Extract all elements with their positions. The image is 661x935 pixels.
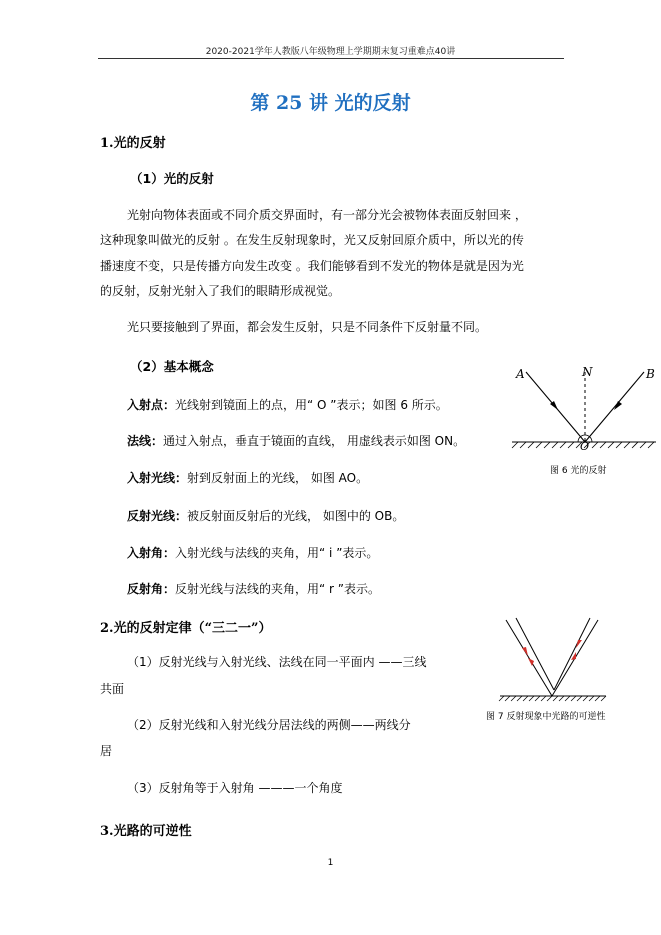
figure-6-reflection-diagram xyxy=(506,360,658,450)
paragraph-line: 光只要接触到了界面，都会发生反射，只是不同条件下反射量不同。 xyxy=(127,320,488,334)
subheading-concepts: （2）基本概念 xyxy=(130,359,214,374)
term-normal: 法线：通过入射点，垂直于镜面的直线， 用虚线表示如图 ON。 xyxy=(127,434,466,448)
term-incidence-angle: 入射角：入射光线与法线的夹角，用“ i ”表示。 xyxy=(127,546,379,560)
mirror-hatching xyxy=(499,696,606,701)
figure-7-reversibility-diagram xyxy=(496,614,608,704)
law-line: （1）反射光线与入射光线、法线在同一平面内 ——三线 xyxy=(127,655,427,669)
section-heading-reversibility: 3.光路的可逆性 xyxy=(100,824,192,839)
ray-right-inner xyxy=(554,618,590,690)
law-line: （3）反射角等于入射角 ———一个角度 xyxy=(127,781,343,795)
section-heading-reflection: 1.光的反射 xyxy=(100,136,166,151)
red-arrow-right-down xyxy=(571,652,576,660)
page-header: 2020-2021学年人教版八年级物理上学期期末复习重难点40讲 xyxy=(205,47,456,57)
reflected-ray xyxy=(585,372,644,442)
ray-left-outer xyxy=(506,620,552,696)
section-heading-law: 2.光的反射定律（“三二一”） xyxy=(100,621,272,636)
law-line: 共面 xyxy=(100,682,125,696)
paragraph-line: 的反射，反射光射入了我们的眼睛形成视觉。 xyxy=(100,284,341,298)
label-a: A xyxy=(516,367,525,381)
term-reflection-angle: 反射角：反射光线与法线的夹角，用“ r ”表示。 xyxy=(127,582,381,596)
term-reflected-ray: 反射光线：被反射面反射后的光线， 如图中的 OB。 xyxy=(127,509,405,523)
ray-left-inner xyxy=(516,618,554,690)
figure-7-caption: 图 7 反射现象中光路的可逆性 xyxy=(486,712,606,722)
paragraph-line: 这种现象叫做光的反射 。在发生反射现象时，光又反射回原介质中，所以光的传 xyxy=(100,233,524,247)
figure-6-caption: 图 6 光的反射 xyxy=(550,466,607,476)
subheading-reflection: （1）光的反射 xyxy=(130,171,214,186)
term-incidence-point: 入射点：光线射到镜面上的点，用“ O ”表示；如图 6 所示。 xyxy=(127,398,448,412)
label-o: O xyxy=(580,440,590,450)
page-number: 1 xyxy=(327,858,334,868)
page-title: 第 25 讲 光的反射 xyxy=(250,92,411,114)
law-line: 居 xyxy=(100,744,113,758)
paragraph-line: 播速度不变，只是传播方向发生改变 。我们能够看到不发光的物体是就是因为光 xyxy=(100,259,524,273)
header-rule xyxy=(98,58,564,59)
red-arrow-left-down xyxy=(522,647,528,656)
label-n: N xyxy=(582,365,593,379)
term-incident-ray: 入射光线：射到反射面上的光线， 如图 AO。 xyxy=(127,471,369,485)
label-b: B xyxy=(646,367,655,381)
paragraph-line: 光射向物体表面或不同介质交界面时，有一部分光会被物体表面反射回来 ， xyxy=(127,208,527,222)
law-line: （2）反射光线和入射光线分居法线的两侧——两线分 xyxy=(127,718,411,732)
